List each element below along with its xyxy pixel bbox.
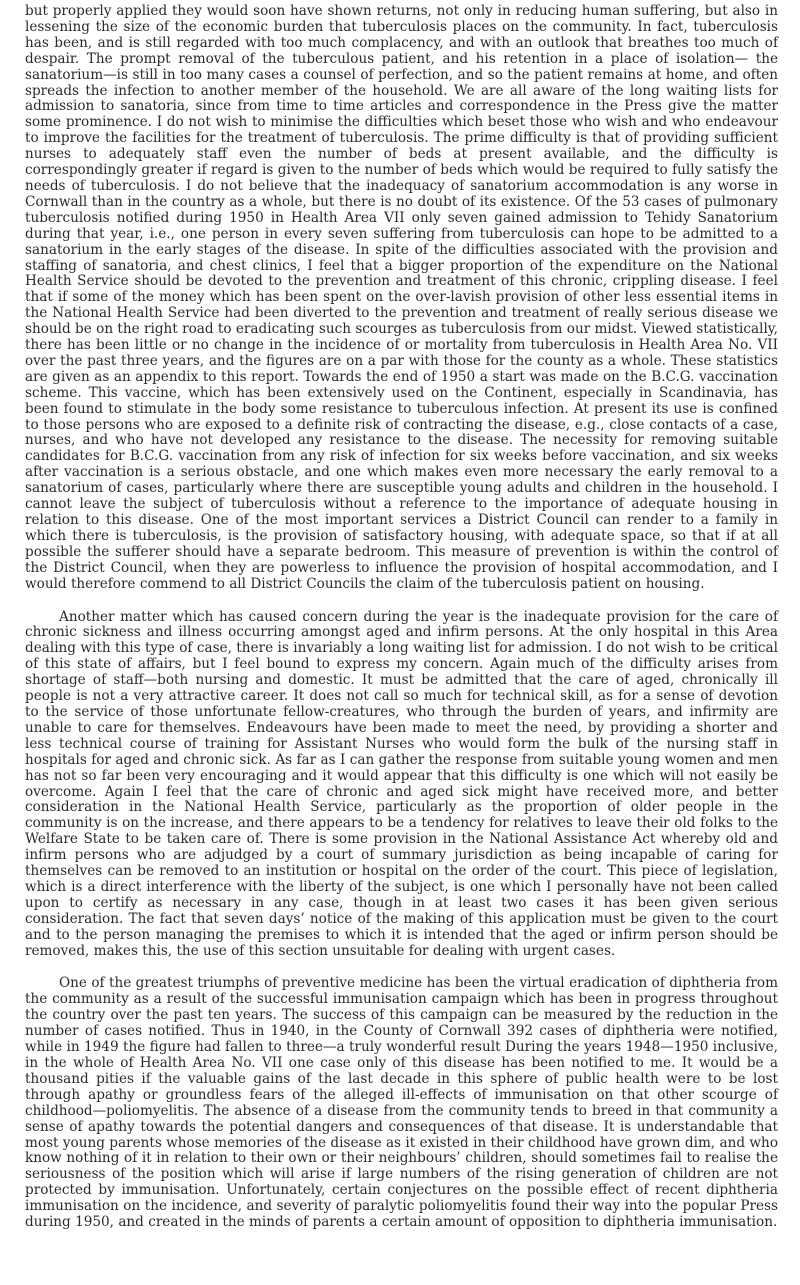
paragraph-tuberculosis: but properly applied they would soon have shown returns, not only in reducing human suffering, but also in lessening the size of the economic burden that tuberculosis places on the community. In fact, tuberculosis has been, and is still regarded with too much complacency, and with an outlook that breathes too much of despair. The prompt removal of the tuberculous patient, and his retention in a place of isolation— the sanatorium—is still in too many cases a counsel of perfection, and so the patient remains at home, and often spreads the infection to another member of the household. We are all aware of the long waiting lists for admission to sanatoria, since from time to time articles and correspondence in the Press give the matter some prominence. I do not wish to minimise the difficulties which beset those who wish and who endeavour to improve the facilities for the treatment of tuberculosis. The prime difficulty is that of providing sufficient nurses to adequately staff even the number of beds at present available, and the difficulty is correspondingly greater if regard is given to the number of beds which would be required to fully satisfy the needs of tuberculosis. I do not believe that the inadequacy of sanatorium accommodation is any worse in Cornwall than in the country as a whole, but there is no doubt of its existence. Of the 53 cases of pulmonary tuberculosis notified during 1950 in Health Area VII only seven gained admission to Tehidy Sanatorium during that year, i.e., one person in every seven suffering from tuberculosis can hope to be admitted to a sanatorium in the early stages of the disease. In spite of the difficulties associated with the provision and staffing of sanatoria, and chest clinics, I feel that a bigger proportion of the expenditure on the National Health Service should be devoted to the prevention and treatment of this chronic, crippling disease. I feel that if some of the money which has been spent on the over-lavish provision of other less essential items in the National Health Service had been diverted to the prevention and treatment of really serious disease we should be on the right road to eradicating such scourges as tuberculosis from our midst. Viewed statistically, there has been little or no change in the incidence of or mortality from tuberculosis in Health Area No. VII over the past three years, and the figures are on a par with those for the county as a whole. These statistics are given as an appendix to this report. Towards the end of 1950 a start was made on the B.C.G. vaccination scheme. This vaccine, which has been extensively used on the Continent, especially in Scandinavia, has been found to stimulate in the body some resistance to tuberculous infection. At present its use is confined to those persons who are exposed to a definite risk of contracting the disease, e.g., close contacts of a case, nurses, and who have not developed any resistance to the disease. The necessity for removing suitable candidates for B.C.G. vaccination from any risk of infection for six weeks before vaccination, and six weeks after vaccination is a serious obstacle, and one which makes even more necessary the early removal to a sanatorium of cases, particularly where there are susceptible young adults and children in the household. I cannot leave the subject of tuberculosis without a reference to the importance of adequate housing in relation to this disease. One of the most important services a District Council can render to a family in which there is tuberculosis, is the provision of satisfactory housing, with adequate space, so that if at all possible the sufferer should have a separate bedroom. This measure of prevention is within the control of the District Council, when they are powerless to influence the provision of hospital accommodation, and I would therefore commend to all District Councils the claim of the tuberculosis patient on housing.: [25, 3, 778, 592]
paragraph-diphtheria: One of the greatest triumphs of preventive medicine has been the virtual eradication of diphtheria from the community as a result of the successful immunisation campaign which has been in progress throughout the country over the past ten years. The success of this campaign can be measured by the reduction in the number of cases notified. Thus in 1940, in the County of Cornwall 392 cases of diphtheria were notified, while in 1949 the figure had fallen to three—a truly wonderful result During the years 1948—1950 inclusive, in the whole of Health Area No. VII one case only of this disease has been notified to me. It would be a thousand pities if the valuable gains of the last decade in this sphere of public health were to be lost through apathy or groundless fears of the alleged ill-effects of immunisation on that other scourge of childhood—poliomyelitis. The absence of a disease from the community tends to breed in that community a sense of apathy towards the potential dangers and consequences of that disease. It is understandable that most young parents whose memories of the disease as it existed in their childhood have grown dim, and who know nothing of it in relation to their own or their neighbours’ children, should sometimes fail to realise the seriousness of the position which will arise if large numbers of the rising generation of children are not protected by immunisation. Unfortunately, certain conjectures on the possible effect of recent diphtheria immunisation on the incidence, and severity of paralytic poliomyelitis found their way into the popular Press during 1950, and created in the minds of parents a certain amount of opposition to diphtheria immunisation.: [25, 975, 778, 1231]
paragraph-chronic-sickness: Another matter which has caused concern during the year is the inadequate provision for the care of chronic sickness and illness occurring amongst aged and infirm persons. At the only hospital in this Area dealing with this type of case, there is invariably a long waiting list for admission. I do not wish to be critical of this state of affairs, but I feel bound to express my concern. Again much of the difficulty arises from shortage of staff—both nursing and domestic. It must be admitted that the care of aged, chronically ill people is not a very attractive career. It does not call so much for technical skill, as for a sense of devotion to the service of those unfortunate fellow-creatures, who through the burden of years, and infirmity are unable to care for themselves. Endeavours have been made to meet the need, by providing a shorter and less technical course of training for Assistant Nurses who would form the bulk of the nursing staff in hospitals for aged and chronic sick. As far as I can gather the response from suitable young women and men has not so far been very encouraging and it would appear that this difficulty is one which will not easily be overcome. Again I feel that the care of chronic and aged sick might have received more, and better consideration in the National Health Service, particularly as the proportion of older people in the community is on the increase, and there appears to be a tendency for relatives to leave their old folks to the Welfare State to be taken care of. There is some provision in the National Assistance Act whereby old and infirm persons who are adjudged by a court of summary jurisdiction as being incapable of caring for themselves can be removed to an institution or hospital on the order of the court. This piece of legislation, which is a direct interference with the liberty of the subject, is one which I personally have not been called upon to certify as necessary in any case, though in at least two cases it has been given serious consideration. The fact that seven days’ notice of the making of this application must be given to the court and to the person managing the premises to which it is intended that the aged or infirm person should be removed, makes this, the use of this section unsuitable for dealing with urgent cases.: [25, 608, 778, 959]
